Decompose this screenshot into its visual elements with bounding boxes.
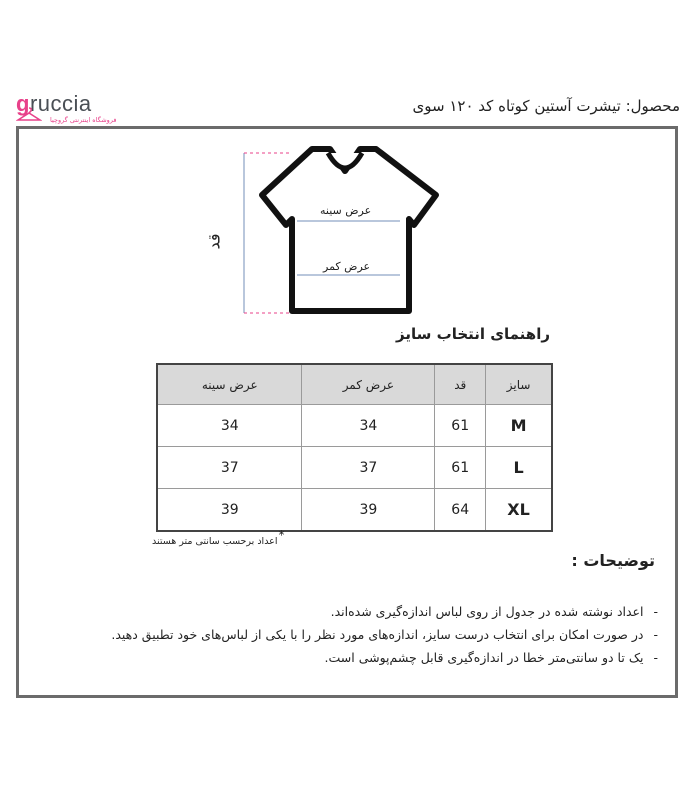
hanger-icon [16, 106, 42, 122]
list-item: -اعداد نوشته شده در جدول از روی لباس اندازه‌گیری شده‌اند. [330, 604, 658, 619]
table-row [157, 447, 552, 489]
table-row [157, 405, 552, 447]
cell-chest: 34 [157, 405, 302, 447]
cell-size: L [486, 447, 552, 489]
cell-height: 61 [435, 405, 486, 447]
table-row [157, 489, 552, 532]
cell-chest: 37 [157, 447, 302, 489]
cell-size: XL [486, 489, 552, 532]
cell-height: 61 [435, 447, 486, 489]
cell-waist: 37 [302, 447, 435, 489]
cell-size: M [486, 405, 552, 447]
logo-tagline: فروشگاه اینترنتی گروچیا [50, 116, 117, 124]
chest-width-label: عرض سینه [320, 204, 372, 217]
cell-chest: 39 [157, 489, 302, 532]
waist-width-label: عرض کمر [323, 260, 371, 273]
column-header-waist: عرض کمر [302, 364, 435, 405]
list-item: -یک تا دو سانتی‌متر خطا در اندازه‌گیری قابل چشم‌پوشی است. [324, 650, 658, 665]
cell-height: 64 [435, 489, 486, 532]
column-header-height: قد [435, 364, 486, 405]
column-header-size: سایز [486, 364, 552, 405]
units-note-text: اعداد برحسب سانتی متر هستند [152, 536, 278, 547]
description-title: توضیحات : [571, 551, 655, 570]
product-title: محصول: تیشرت آستین کوتاه کد ۱۲۰ سوی [412, 97, 680, 115]
note-asterisk: * [278, 528, 285, 542]
table-header-row [157, 364, 552, 405]
cell-waist: 34 [302, 405, 435, 447]
size-guide-title: راهنمای انتخاب سایز [396, 325, 550, 343]
logo-wordmark: gruccia [16, 91, 92, 116]
description-list [111, 600, 658, 669]
column-header-chest: عرض سینه [157, 364, 302, 405]
units-note [152, 528, 285, 547]
list-item: -در صورت امکان برای انتخاب درست سایز، اندازه‌های مورد نظر را با یکی از لباس‌های خود تطبیق دهید. [111, 627, 658, 642]
height-label: قد [204, 233, 224, 250]
size-table [156, 363, 553, 532]
cell-waist: 39 [302, 489, 435, 532]
tshirt-diagram-icon [200, 143, 470, 323]
